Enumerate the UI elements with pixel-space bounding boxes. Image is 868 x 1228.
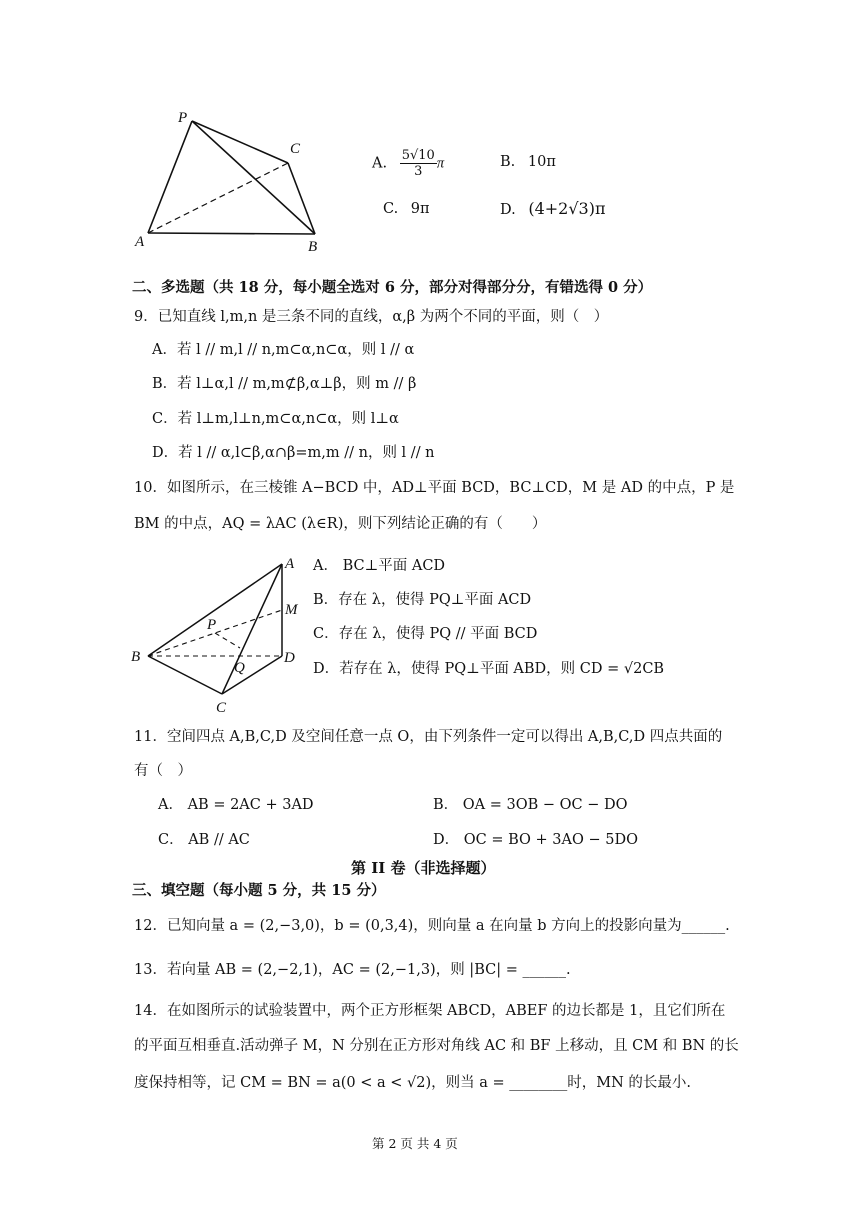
vertex-label-b: B — [308, 239, 318, 255]
q9-option-a: A．若 l // m,l // n,m⊂α,n⊂α，则 l // α — [152, 342, 415, 358]
q10-stem-line2: BM 的中点，AQ = λAC (λ∈R)，则下列结论正确的有（ ） — [134, 516, 547, 532]
q14-line1: 14．在如图所示的试验装置中，两个正方形框架 ABCD，ABEF 的边长都是 1，且它们所在 — [134, 1003, 726, 1019]
vertex-label-b: B — [131, 649, 141, 665]
option-label: A. — [372, 155, 388, 172]
q8-option-b — [500, 152, 556, 172]
q10-option-c: C．存在 λ，使得 PQ // 平面 BCD — [313, 626, 538, 642]
q11-option-d: D． OC = BO + 3AO − 5DO — [433, 832, 638, 848]
q8-option-c — [383, 199, 430, 219]
section2-heading: 二、多选题（共 18 分，每小题全选对 6 分，部分对得部分分，有错选得 0 分） — [132, 279, 653, 296]
vertex-label-p: P — [178, 110, 188, 126]
vertex-label-a: A — [135, 234, 145, 250]
q10-option-a: A． BC⊥平面 ACD — [313, 558, 446, 574]
vertex-label-d: D — [284, 650, 295, 666]
part2-title: 第 II 卷（非选择题） — [351, 859, 496, 877]
option-label: D. — [500, 202, 516, 218]
option-text: 10π — [527, 154, 556, 170]
fraction — [400, 148, 437, 179]
option-label: B. — [500, 154, 516, 170]
q8-option-d — [500, 199, 605, 220]
q10-stem-line1: 10．如图所示，在三棱锥 A−BCD 中，AD⊥平面 BCD，BC⊥CD，M 是 AD 的中点，P 是 — [134, 480, 735, 496]
q11-option-b: B． OA = 3OB − OC − DO — [433, 797, 628, 813]
q14-line3: 度保持相等，记 CM = BN = a(0 < a < √2)，则当 a = ________时，MN 的长最小. — [134, 1075, 692, 1091]
q13-text: 13．若向量 AB = (2,−2,1)，AC = (2,−1,3)，则 |BC| = ______. — [134, 962, 571, 978]
q9-option-c: C．若 l⊥m,l⊥n,m⊂α,n⊂α，则 l⊥α — [152, 411, 399, 427]
fraction-numerator: 5√10 — [401, 148, 435, 163]
q12-text: 12．已知向量 a = (2,−3,0)，b = (0,3,4)，则向量 a 在向量 b 方向上的投影向量为______. — [134, 918, 730, 934]
option-label: C. — [383, 201, 399, 217]
vertex-label-q: Q — [234, 660, 245, 676]
fraction-denominator: 3 — [414, 164, 423, 179]
q11-stem-line2: 有（ ） — [134, 763, 192, 779]
q10-option-b: B．存在 λ，使得 PQ⊥平面 ACD — [313, 592, 532, 608]
page-footer: 第 2 页 共 4 页 — [372, 1136, 458, 1151]
option-text: 9π — [410, 201, 430, 217]
q9-option-b: B．若 l⊥α,l // m,m⊄β,α⊥β，则 m // β — [152, 376, 417, 392]
figure-tetrahedron-abcd — [128, 552, 308, 717]
q9-stem: 9．已知直线 l,m,n 是三条不同的直线，α,β 为两个不同的平面，则（ ） — [134, 309, 609, 325]
pi-symbol: π — [436, 155, 445, 172]
figure-pyramid-pabc — [130, 105, 340, 260]
section3-heading: 三、填空题（每小题 5 分，共 15 分） — [132, 882, 386, 899]
q11-option-a: A． AB = 2AC + 3AD — [158, 797, 314, 813]
q9-option-d: D．若 l // α,l⊂β,α∩β=m,m // n，则 l // n — [152, 445, 435, 461]
q10-option-d: D．若存在 λ，使得 PQ⊥平面 ABD，则 CD = √2CB — [313, 661, 665, 677]
q11-stem-line1: 11．空间四点 A,B,C,D 及空间任意一点 O，由下列条件一定可以得出 A,B,C,D 四点共面的 — [134, 729, 723, 745]
q8-option-a — [372, 148, 444, 179]
vertex-label-m: M — [285, 602, 298, 618]
option-text: (4+2√3)π — [528, 199, 606, 218]
q14-line2: 的平面互相垂直.活动弹子 M，N 分别在正方形对角线 AC 和 BF 上移动，且 CM 和 BN 的长 — [134, 1038, 739, 1054]
q11-option-c: C． AB // AC — [158, 832, 250, 848]
vertex-label-c: C — [290, 141, 301, 157]
vertex-label-a: A — [285, 556, 295, 572]
vertex-label-c: C — [216, 700, 227, 716]
vertex-label-p: P — [207, 617, 217, 633]
